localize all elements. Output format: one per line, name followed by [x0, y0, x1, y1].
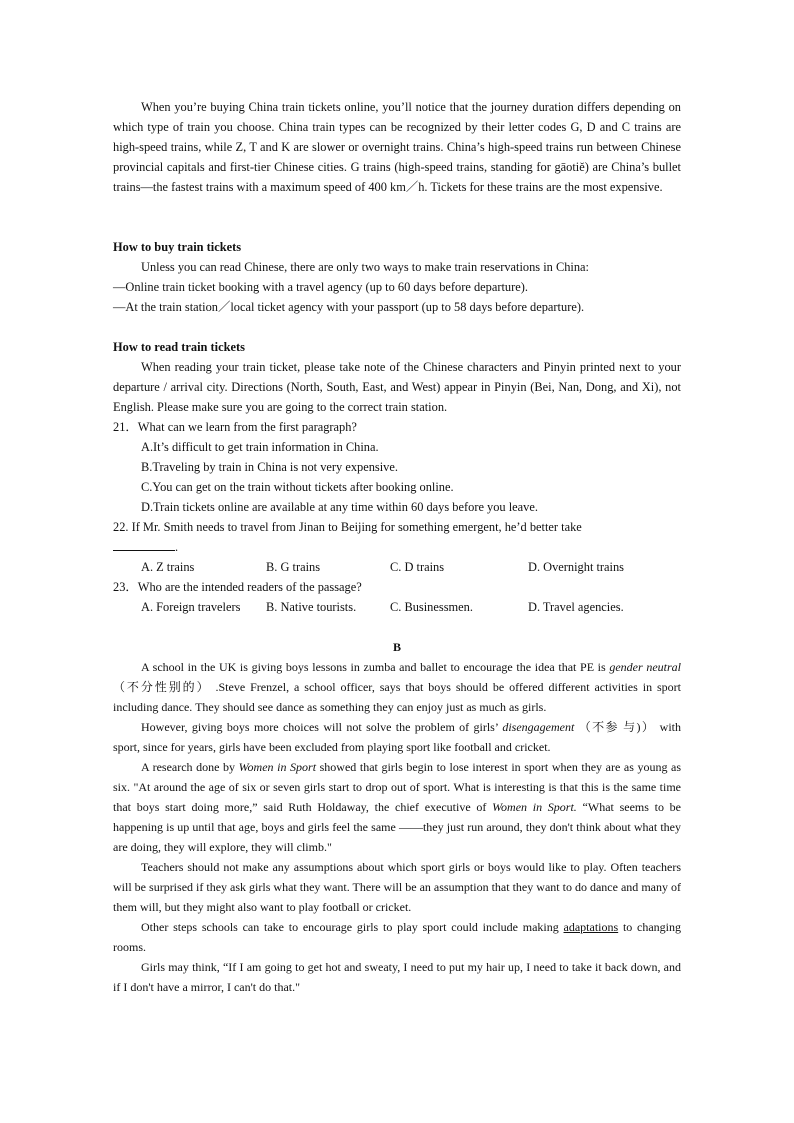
- read-section: [113, 337, 681, 417]
- question-23-option-b: B. Native tourists.: [266, 600, 357, 614]
- b-p3-org: Women in Sport: [238, 760, 317, 774]
- question-23-stem: 23．Who are the intended readers of the passage?: [113, 580, 362, 594]
- question-21-option-c: C.You can get on the train without tickets after booking online.: [141, 480, 454, 494]
- read-heading: How to read train tickets: [113, 340, 245, 354]
- b-p3-text-a: A research done by: [141, 760, 236, 774]
- question-22-end: .: [175, 540, 179, 554]
- question-23-options: [113, 597, 681, 617]
- question-22-option-d: D. Overnight trains: [528, 560, 625, 574]
- b-p3-org-2: Women in Sport.: [492, 800, 577, 814]
- b-paragraph-1: [113, 657, 681, 717]
- b-p1-text-b: .Steve Frenzel, a school officer, says that boys should be offered different activities in sport including dance. They should see dance as something they can enjoy just as much as girls.: [113, 680, 681, 714]
- section-b-heading: B: [392, 640, 401, 654]
- intro-paragraph: When you’re buying China train tickets online, you’ll notice that the journey duration differs depending on which type of train you choose. China train types can be recognized by their letter codes G, D and C trains are high-speed trains, while Z, T and K are slower or overnight trains. China’s high-speed trains run between Chinese provincial capitals and first-tier Chinese cities. G trains (high-speed trains, standing for gāotiě) are China’s bullet trains—the fastest trains with a maximum speed of 400 km／h. Tickets for these trains are the most expensive.: [113, 100, 681, 194]
- question-21-stem: 21．What can we learn from the first paragraph?: [113, 420, 357, 434]
- question-22-options: [113, 557, 681, 577]
- question-22-option-a: A. Z trains: [141, 560, 195, 574]
- question-21-option-a: A.It’s difficult to get train information in China.: [141, 440, 379, 454]
- b-p5-text-a: Other steps schools can take to encourage girls to play sport could include making: [141, 920, 559, 934]
- question-23-option-c: C. Businessmen.: [390, 600, 473, 614]
- buy-intro: Unless you can read Chinese, there are only two ways to make train reservations in China:: [141, 260, 589, 274]
- question-21-option-b: B.Traveling by train in China is not very expensive.: [141, 460, 398, 474]
- b-p3-text-c: “What seems to be happening is up until that age, boys and girls feel the same ——they just run around, they don't think about what they are doing, they will explore, they will climb.": [113, 800, 682, 854]
- b-p1-gloss: （不分性别的）: [113, 680, 211, 694]
- b-paragraph-5: [113, 917, 681, 957]
- b-p2-gloss: （不参 与)）: [578, 720, 656, 734]
- answer-blank: [113, 537, 175, 551]
- buy-option-station: —At the train station／local ticket agency with your passport (up to 58 days before departure).: [113, 300, 585, 314]
- b-p2-term: disengagement: [502, 720, 575, 734]
- question-22-option-c: C. D trains: [390, 560, 445, 574]
- question-21-option-d: D.Train tickets online are available at any time within 60 days before you leave.: [141, 500, 538, 514]
- read-paragraph: When reading your train ticket, please take note of the Chinese characters and Pinyin printed next to your departure / arrival city. Directions (North, South, East, and West) appear in Pinyin (Bei, Nan, Dong, and Xi), not English. Please make sure you are going to the correct train station.: [113, 360, 681, 414]
- b-p3-text-b: showed that girls begin to lose interest in sport when they are as young as six. "At around the age of six or seven girls start to drop out of sport. What is interesting is that this is the same time that boys start doing more,” said Ruth Holdaway, the chief executive of: [113, 760, 682, 814]
- b-p2-text-b: with sport, since for years, girls have been excluded from playing sport like football and cricket.: [113, 720, 682, 754]
- b-p1-term: gender neutral: [609, 660, 681, 674]
- b-p2-text-a: However, giving boys more choices will not solve the problem of girls’: [141, 720, 498, 734]
- passage-a: [113, 97, 681, 197]
- question-22-option-b: B. G trains: [266, 560, 321, 574]
- b-p5-term: adaptations: [563, 920, 619, 934]
- b-p5-text-b: to changing rooms.: [113, 920, 682, 954]
- buy-option-online: —Online train ticket booking with a travel agency (up to 60 days before departure).: [113, 280, 528, 294]
- b-p1-text-a: A school in the UK is giving boys lessons in zumba and ballet to encourage the idea that PE is: [141, 660, 606, 674]
- b-paragraph-3: [113, 757, 681, 857]
- b-paragraph-4: Teachers should not make any assumptions about which sport girls or boys would like to play. Often teachers will be surprised if they ask girls what they want. There will be an assumption that they want to do dance and many of them will, but they might also want to play football or cricket.: [113, 860, 681, 914]
- question-23-option-d: D. Travel agencies.: [528, 600, 624, 614]
- question-23-option-a: A. Foreign travelers: [141, 600, 241, 614]
- buy-section: [113, 237, 681, 317]
- passage-b: [113, 637, 681, 997]
- questions: [113, 417, 681, 617]
- question-22-blank-line: [113, 537, 681, 557]
- buy-heading: How to buy train tickets: [113, 240, 242, 254]
- b-paragraph-2: [113, 717, 681, 757]
- question-22-stem: 22. If Mr. Smith needs to travel from Jinan to Beijing for something emergent, he’d better take: [113, 520, 582, 534]
- b-paragraph-6: Girls may think, “If I am going to get hot and sweaty, I need to put my hair up, I need to take it back down, and if I don't have a mirror, I can't do that.": [113, 960, 681, 994]
